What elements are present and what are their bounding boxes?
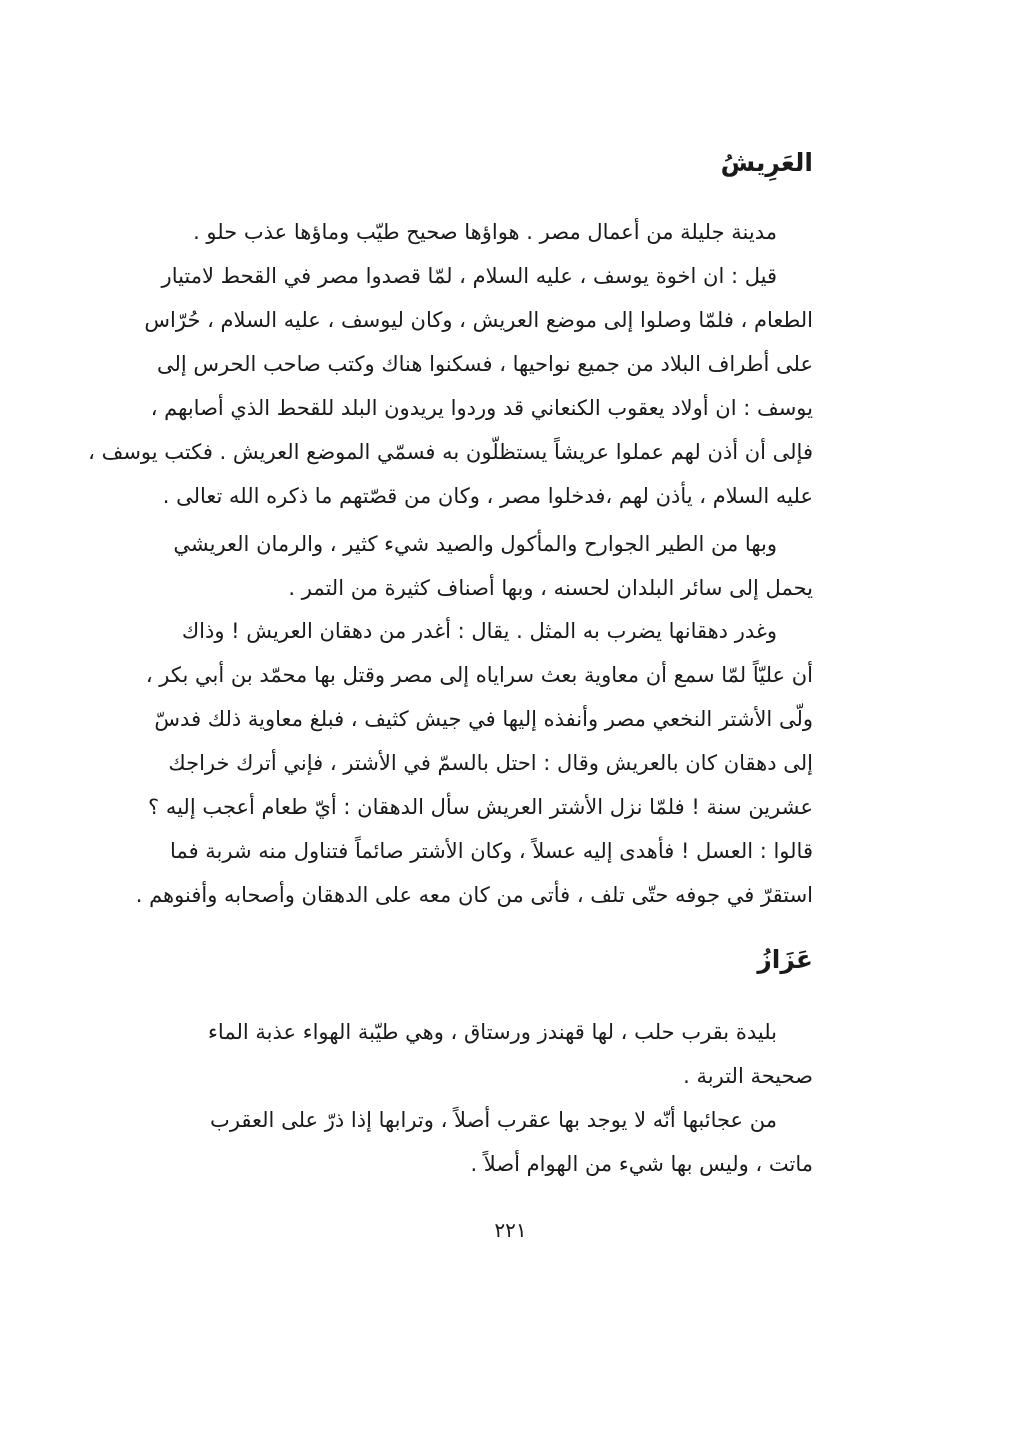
entry-title-arish: العَرِيشُ xyxy=(720,148,813,177)
text-line: مدينة جليلة من أعمال مصر . هواؤها صحيح طيّب وماؤها عذب حلو . xyxy=(193,220,777,244)
text-line: وغدر دهقانها يضرب به المثل . يقال : أغدر من دهقان العريش ! وذاك xyxy=(181,619,777,643)
text-line: فإلى أن أذن لهم عملوا عريشاً يستظلّون به فسمّي الموضع العريش . فكتب يوسف ، xyxy=(88,440,813,464)
text-line: قالوا : العسل ! فأهدى إليه عسلاً ، وكان الأشتر صائماً فتناول منه شربة فما xyxy=(170,839,813,863)
page-number: ٢٢١ xyxy=(494,1218,527,1242)
text-line: على أطراف البلاد من جميع نواحيها ، فسكنوا هناك وكتب صاحب الحرس إلى xyxy=(156,352,813,376)
text-line: الطعام ، فلمّا وصلوا إلى موضع العريش ، وكان ليوسف ، عليه السلام ، حُرّاس xyxy=(144,308,813,332)
text-line: ولّى الأشتر النخعي مصر وأنفذه إليها في جيش كثيف ، فبلغ معاوية ذلك فدسّ xyxy=(154,707,813,731)
text-line: صحيحة التربة . xyxy=(683,1064,813,1088)
text-line: يوسف : ان أولاد يعقوب الكنعاني قد وردوا يريدون البلد للقحط الذي أصابهم ، xyxy=(150,396,813,420)
text-line: بليدة بقرب حلب ، لها قهندز ورستاق ، وهي طيّبة الهواء عذبة الماء xyxy=(208,1020,777,1044)
text-line: يحمل إلى سائر البلدان لحسنه ، وبها أصناف كثيرة من التمر . xyxy=(288,576,813,600)
text-line: قيل : ان اخوة يوسف ، عليه السلام ، لمّا قصدوا مصر في القحط لامتيار xyxy=(161,264,777,288)
text-line: أن عليّاً لمّا سمع أن معاوية بعث سراياه إلى مصر وقتل بها محمّد بن أبي بكر ، xyxy=(145,663,813,687)
text-line: إلى دهقان كان بالعريش وقال : احتل بالسمّ في الأشتر ، فإني أترك خراجك xyxy=(168,751,813,775)
text-line: عليه السلام ، يأذن لهم ،فدخلوا مصر ، وكان من قصّتهم ما ذكره الله تعالى . xyxy=(162,484,813,508)
entry-title-azaz: عَزَازُ xyxy=(757,945,813,974)
text-line: ماتت ، وليس بها شيء من الهوام أصلاً . xyxy=(470,1152,813,1176)
text-line: وبها من الطير الجوارح والمأكول والصيد شيء كثير ، والرمان العريشي xyxy=(173,532,777,556)
text-line: استقرّ في جوفه حتّى تلف ، فأتى من كان معه على الدهقان وأصحابه وأفنوهم . xyxy=(135,883,813,907)
text-line: عشرين سنة ! فلمّا نزل الأشتر العريش سأل الدهقان : أيّ طعام أعجب إليه ؟ xyxy=(148,795,813,819)
text-line: من عجائبها أنّه لا يوجد بها عقرب أصلاً ، وترابها إذا ذرّ على العقرب xyxy=(210,1108,777,1132)
